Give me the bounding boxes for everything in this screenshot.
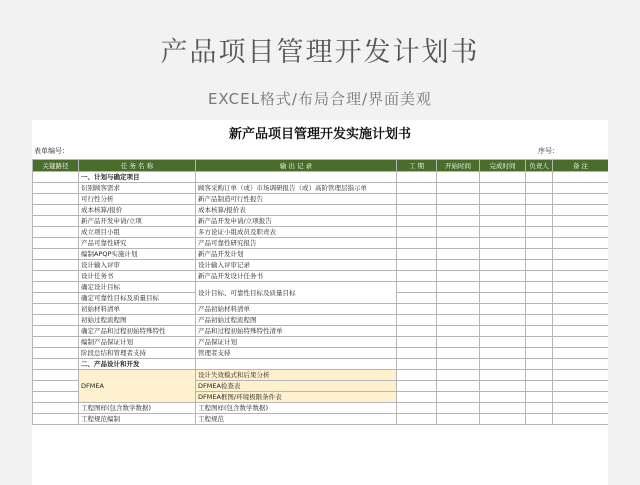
hero-title: 产品项目管理开发计划书 [160,37,480,68]
empty-cell [397,205,437,216]
empty-cell [480,249,526,260]
empty-cell [437,194,480,205]
empty-cell [526,172,553,183]
task-cell: 设计输入评审 [79,260,196,271]
output-cell: 工程规范 [196,414,397,425]
hero-subtitle: EXCEL格式/布局合理/界面美观 [207,90,433,108]
task-cell: 工程规范编制 [79,414,196,425]
key-path-cell [33,348,79,359]
output-cell: 新产品开发设计任务书 [196,271,397,282]
empty-cell [526,348,553,359]
sequence-label: 序号： [538,147,559,155]
empty-cell [397,260,437,271]
table-row [33,260,609,271]
empty-cell [397,359,437,370]
empty-cell [480,260,526,271]
empty-cell [553,337,609,348]
empty-cell [553,194,609,205]
output-cell: 新产品开发申请/立项报告 [196,216,397,227]
section-title: 二、产品设计和开发 [79,359,196,370]
output-cell: 新产品开发计划 [196,249,397,260]
key-path-cell [33,249,79,260]
empty-cell [526,183,553,194]
output-cell: 工程图样(包含数学数据) [196,403,397,414]
empty-cell [480,403,526,414]
empty-cell [480,381,526,392]
table-row [33,183,609,194]
empty-cell [480,359,526,370]
empty-cell [397,249,437,260]
output-cell: 成本核算/报价表 [196,205,397,216]
empty-cell [437,271,480,282]
empty-cell [553,282,609,293]
empty-cell [437,348,480,359]
empty-cell [397,293,437,304]
empty-cell [553,304,609,315]
table-row [33,414,609,425]
output-cell: DFMEA检查表 [196,381,397,392]
key-path-cell [33,183,79,194]
table-row [33,194,609,205]
header-cell: 开始时间 [437,160,480,172]
empty-cell [437,414,480,425]
key-path-cell [33,381,79,392]
key-path-cell [33,282,79,293]
table-row [33,370,609,381]
empty-cell [397,194,437,205]
output-cell: 新产品制造可行性报告 [196,194,397,205]
empty-cell [526,271,553,282]
table-row [33,282,609,293]
table-row [33,326,609,337]
empty-cell [526,205,553,216]
output-cell: 多方论证小组成员及职责表 [196,227,397,238]
empty-cell [397,183,437,194]
empty-cell [480,172,526,183]
empty-cell [526,238,553,249]
empty-cell [397,282,437,293]
empty-cell [397,403,437,414]
key-path-cell [33,293,79,304]
empty-cell [526,359,553,370]
empty-cell [437,282,480,293]
empty-cell [397,304,437,315]
empty-cell [437,304,480,315]
key-path-cell [33,260,79,271]
empty-cell [526,260,553,271]
empty-cell [553,392,609,403]
empty-cell [480,304,526,315]
empty-cell [526,392,553,403]
empty-cell [553,326,609,337]
empty-cell [526,381,553,392]
table-row [33,238,609,249]
empty-cell [196,359,397,370]
empty-cell [480,216,526,227]
form-number-label: 表单编号： [34,147,69,155]
empty-cell [437,403,480,414]
key-path-cell [33,238,79,249]
empty-cell [437,326,480,337]
header-cell: 输 出 记 录 [196,160,397,172]
header-cell: 关键路径 [33,160,79,172]
table-row [33,403,609,414]
table-row [33,348,609,359]
empty-cell [480,326,526,337]
key-path-cell [33,326,79,337]
empty-cell [480,271,526,282]
output-cell: DFMEA框图/环境极限条件表 [196,392,397,403]
task-cell: 阶段总结和管理者支持 [79,348,196,359]
empty-cell [526,315,553,326]
empty-cell [553,227,609,238]
empty-cell [437,238,480,249]
empty-cell [480,238,526,249]
empty-cell [480,392,526,403]
key-path-cell [33,315,79,326]
empty-cell [526,414,553,425]
task-cell: 确定可靠性目标及质量目标 [79,293,196,304]
output-cell: 产品可靠性研究报告 [196,238,397,249]
empty-cell [437,216,480,227]
empty-cell [553,205,609,216]
key-path-cell [33,216,79,227]
key-path-cell [33,172,79,183]
empty-cell [397,172,437,183]
empty-cell [553,172,609,183]
task-cell: 成本核算/报价 [79,205,196,216]
empty-cell [397,337,437,348]
task-cell: DFMEA [79,370,196,403]
empty-cell [480,293,526,304]
header-cell: 工 期 [397,160,437,172]
output-cell: 产品和过程初始特殊特性清单 [196,326,397,337]
empty-cell [437,337,480,348]
empty-cell [397,414,437,425]
output-cell: 产品初始过程流程图 [196,315,397,326]
empty-cell [553,414,609,425]
table-row [33,205,609,216]
empty-cell [480,183,526,194]
empty-cell [526,403,553,414]
empty-cell [553,216,609,227]
empty-cell [437,381,480,392]
empty-cell [553,370,609,381]
empty-cell [437,370,480,381]
empty-cell [397,370,437,381]
task-cell: 可行性分析 [79,194,196,205]
task-cell: 确定设计目标 [79,282,196,293]
table-row [33,227,609,238]
empty-cell [553,249,609,260]
task-cell: 设计任务书 [79,271,196,282]
header-cell: 任 务 名 称 [79,160,196,172]
empty-cell [437,172,480,183]
output-cell: 产品保证计划 [196,337,397,348]
empty-cell [480,205,526,216]
key-path-cell [33,392,79,403]
empty-cell [397,227,437,238]
empty-cell [480,348,526,359]
empty-cell [480,370,526,381]
empty-cell [526,194,553,205]
empty-cell [437,315,480,326]
empty-cell [553,359,609,370]
task-cell: 初始材料清单 [79,304,196,315]
empty-cell [437,260,480,271]
task-cell: 编制产品保证计划 [79,337,196,348]
empty-cell [480,414,526,425]
spreadsheet-preview [32,120,608,485]
empty-cell [553,271,609,282]
empty-cell [526,304,553,315]
section-row [33,359,609,370]
key-path-cell [33,337,79,348]
empty-cell [397,381,437,392]
header-row [33,160,609,172]
empty-cell [480,282,526,293]
empty-cell [437,293,480,304]
key-path-cell [33,370,79,381]
output-cell: 顾客采购订单（或）市场调研报告（或）高阶管理层指示单 [196,183,397,194]
empty-cell [437,183,480,194]
empty-cell [480,337,526,348]
table-row [33,315,609,326]
empty-cell [196,172,397,183]
table-body [33,172,609,425]
empty-cell [397,326,437,337]
empty-cell [437,392,480,403]
key-path-cell [33,194,79,205]
empty-cell [553,183,609,194]
task-cell: 编制APQP实施计划 [79,249,196,260]
empty-cell [526,227,553,238]
empty-cell [553,238,609,249]
task-cell: 成立项目小组 [79,227,196,238]
empty-cell [397,348,437,359]
empty-cell [526,282,553,293]
task-cell: 初始过程流程图 [79,315,196,326]
empty-cell [397,271,437,282]
empty-cell [437,205,480,216]
task-cell: 工程图样(包含数学数据) [79,403,196,414]
empty-cell [480,194,526,205]
empty-cell [397,216,437,227]
empty-cell [553,260,609,271]
key-path-cell [33,414,79,425]
header-cell: 完成时间 [480,160,526,172]
task-cell: 新产品开发申请/立项 [79,216,196,227]
task-cell: 确定产品和过程初始特殊特性 [79,326,196,337]
task-cell: 产品可靠性研究 [79,238,196,249]
table-row [33,271,609,282]
empty-cell [480,315,526,326]
key-path-cell [33,304,79,315]
empty-cell [437,227,480,238]
output-cell: 设计失效模式和后果分析 [196,370,397,381]
empty-cell [480,227,526,238]
empty-cell [397,315,437,326]
empty-cell [437,359,480,370]
table-row [33,216,609,227]
empty-cell [397,392,437,403]
empty-cell [526,216,553,227]
empty-cell [437,249,480,260]
key-path-cell [33,271,79,282]
header-cell: 负责人 [526,160,553,172]
table-row [33,304,609,315]
key-path-cell [33,227,79,238]
section-row [33,172,609,183]
output-cell: 设计输入评审记录 [196,260,397,271]
key-path-cell [33,205,79,216]
table-row [33,337,609,348]
document-title: 新产品项目管理开发实施计划书 [228,127,411,142]
empty-cell [553,293,609,304]
empty-cell [553,403,609,414]
plan-table [32,159,608,425]
empty-cell [526,249,553,260]
empty-cell [397,238,437,249]
empty-cell [526,326,553,337]
key-path-cell [33,403,79,414]
table-row [33,249,609,260]
header-cell: 备 注 [553,160,609,172]
empty-cell [526,337,553,348]
empty-cell [526,370,553,381]
output-cell: 产品初始材料清单 [196,304,397,315]
output-cell: 管理者支持 [196,348,397,359]
section-title: 一、计划与确定项目 [79,172,196,183]
empty-cell [553,315,609,326]
output-cell: 设计目标、可靠性目标及质量目标 [196,282,397,304]
key-path-cell [33,359,79,370]
empty-cell [553,348,609,359]
empty-cell [553,381,609,392]
task-cell: 识别顾客需求 [79,183,196,194]
empty-cell [526,293,553,304]
